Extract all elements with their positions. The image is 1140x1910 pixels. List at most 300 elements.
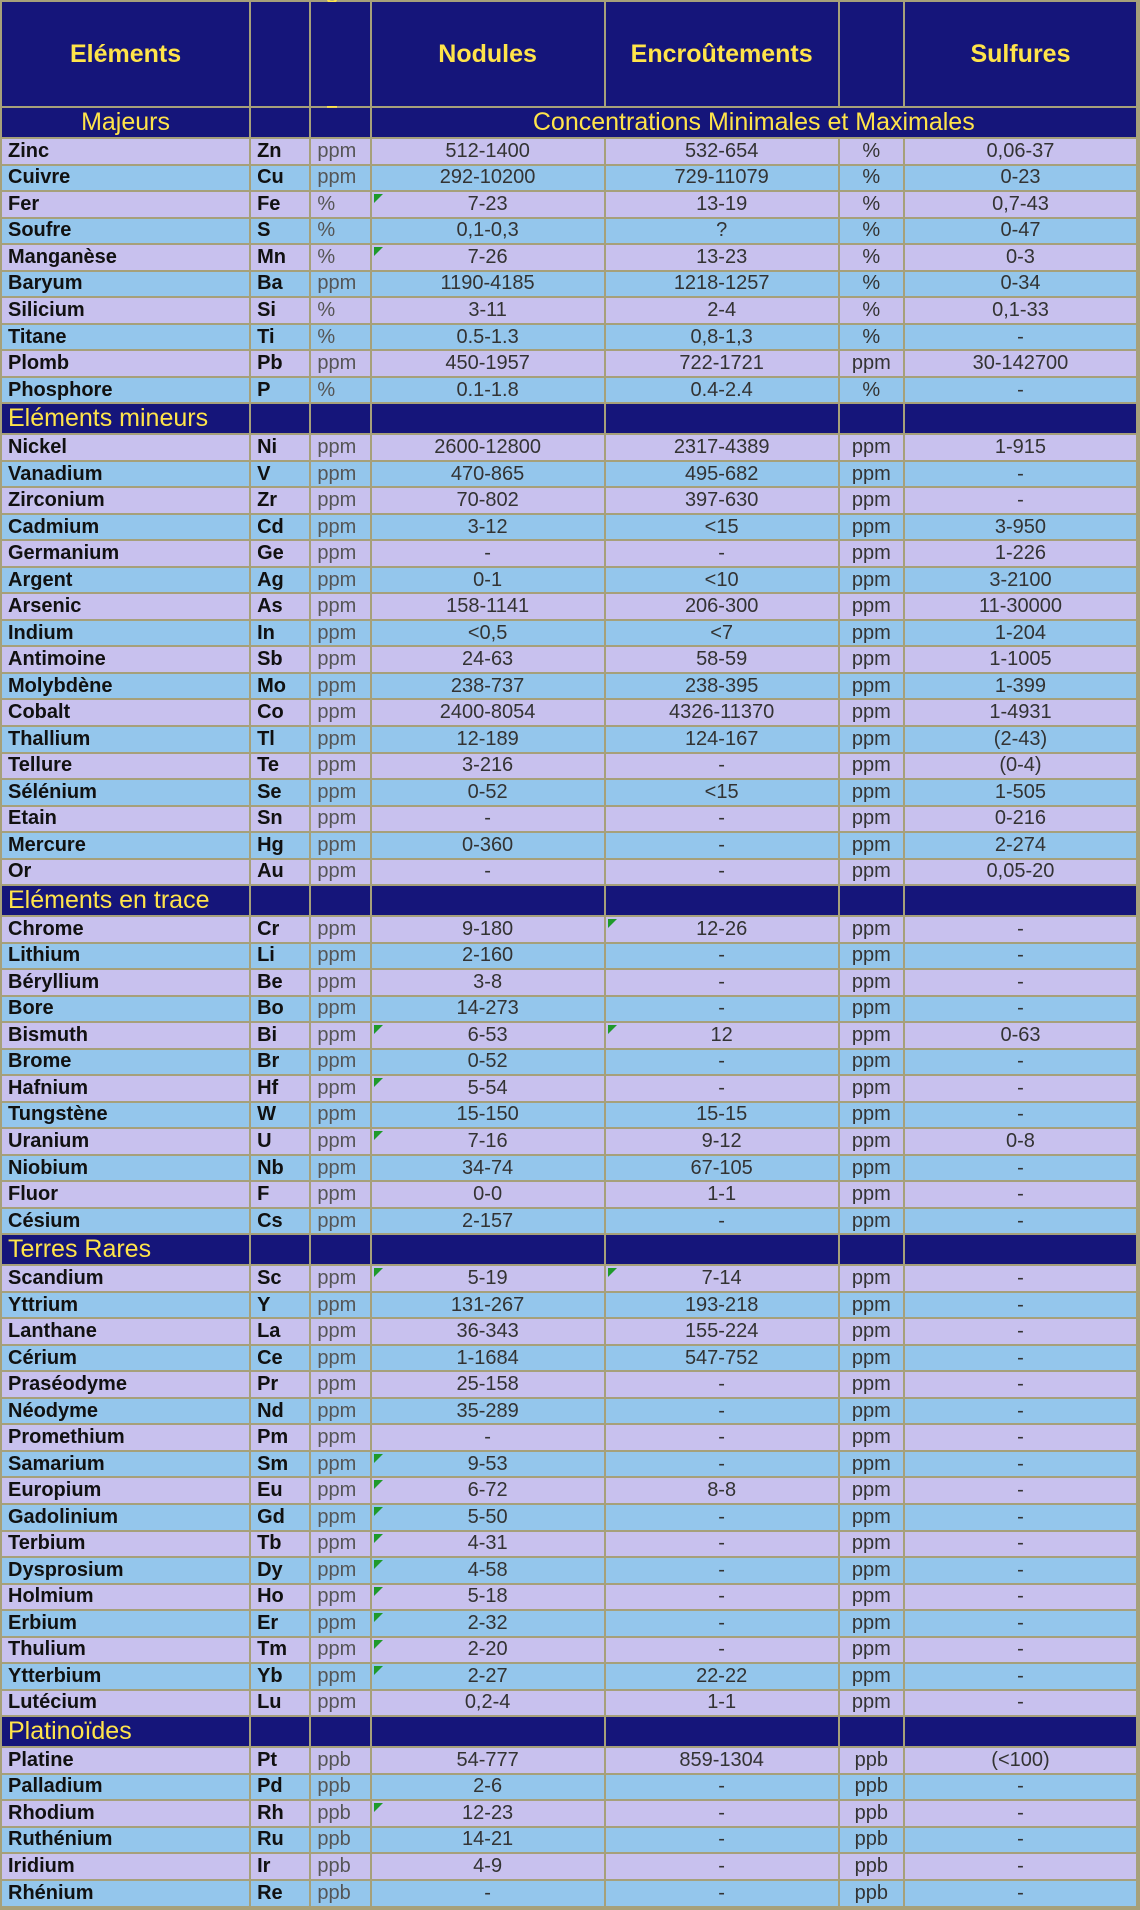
element-symbol: Te (251, 754, 309, 779)
element-name: Zirconium (2, 488, 249, 513)
encroutements-value: <15 (606, 515, 838, 540)
element-symbol: Bo (251, 997, 309, 1022)
element-unit: ppm (311, 1478, 369, 1503)
encroutements-value: 0.4-2.4 (606, 378, 838, 403)
element-symbol: Zn (251, 139, 309, 164)
element-symbol: Lu (251, 1691, 309, 1716)
sulfures-value: 3-2100 (905, 568, 1136, 593)
sulfures-value: - (905, 462, 1136, 487)
sulfures-value: - (905, 997, 1136, 1022)
element-symbol: Sb (251, 647, 309, 672)
element-unit: ppm (311, 860, 369, 885)
element-unit: % (311, 298, 369, 323)
element-name: Césium (2, 1209, 249, 1234)
element-unit: ppb (311, 1801, 369, 1826)
table-row (2, 647, 1136, 672)
nodules-value: 25-158 (372, 1372, 604, 1397)
sulfures-unit: ppm (840, 1532, 903, 1557)
sulfures-unit: % (840, 325, 903, 350)
element-symbol: Re (251, 1881, 309, 1906)
element-name: Iridium (2, 1854, 249, 1879)
table-row (2, 1775, 1136, 1800)
element-name: Platine (2, 1748, 249, 1773)
section-blank-cell (905, 404, 1136, 433)
sulfures-value: - (905, 1346, 1136, 1371)
element-symbol: Ho (251, 1585, 309, 1610)
encroutements-value: - (606, 970, 838, 995)
table-row (2, 944, 1136, 969)
nodules-value: 4-58 (372, 1558, 604, 1583)
header-unit-blank (311, 2, 369, 106)
sulfures-value: 1-915 (905, 435, 1136, 460)
sulfures-unit: ppm (840, 1425, 903, 1450)
encroutements-value: - (606, 1505, 838, 1530)
encroutements-value: - (606, 1532, 838, 1557)
encroutements-value: 2317-4389 (606, 435, 838, 460)
nodules-value: 2-157 (372, 1209, 604, 1234)
element-name: Argent (2, 568, 249, 593)
element-name: Phosphore (2, 378, 249, 403)
element-unit: ppm (311, 1346, 369, 1371)
sulfures-unit: ppm (840, 488, 903, 513)
section-blank-cell (372, 886, 604, 915)
encroutements-value: - (606, 541, 838, 566)
nodules-value: - (372, 860, 604, 885)
nodules-value: 0-360 (372, 833, 604, 858)
encroutements-value: - (606, 1076, 838, 1101)
section-blank-cell (251, 404, 309, 433)
nodules-value: 3-12 (372, 515, 604, 540)
element-unit: ppm (311, 1425, 369, 1450)
nodules-value: 450-1957 (372, 351, 604, 376)
sulfures-unit: ppm (840, 1076, 903, 1101)
element-name: Scandium (2, 1266, 249, 1291)
nodules-value: 24-63 (372, 647, 604, 672)
sulfures-value: 1-1005 (905, 647, 1136, 672)
element-name: Titane (2, 325, 249, 350)
sulfures-unit: ppb (840, 1828, 903, 1853)
element-unit: ppm (311, 1266, 369, 1291)
sulfures-value: 0-216 (905, 807, 1136, 832)
section-blank-cell (311, 886, 369, 915)
element-name: Erbium (2, 1611, 249, 1636)
sulfures-unit: % (840, 139, 903, 164)
table-row (2, 594, 1136, 619)
section-blank-cell (905, 1717, 1136, 1746)
element-name: Europium (2, 1478, 249, 1503)
element-symbol: Tl (251, 727, 309, 752)
table-row (2, 1103, 1136, 1128)
encroutements-value: - (606, 944, 838, 969)
element-name: Nickel (2, 435, 249, 460)
element-name: Holmium (2, 1585, 249, 1610)
element-unit: ppm (311, 1156, 369, 1181)
sulfures-unit: ppm (840, 1182, 903, 1207)
element-symbol: U (251, 1129, 309, 1154)
sulfures-value: 0,05-20 (905, 860, 1136, 885)
nodules-value: 0-1 (372, 568, 604, 593)
sulfures-unit: ppm (840, 515, 903, 540)
section-blank-cell (251, 1235, 309, 1264)
element-unit: % (311, 378, 369, 403)
nodules-value: - (372, 807, 604, 832)
nodules-value: 3-8 (372, 970, 604, 995)
element-symbol: Nb (251, 1156, 309, 1181)
sulfures-unit: ppb (840, 1775, 903, 1800)
sulfures-unit: ppm (840, 1691, 903, 1716)
element-name: Béryllium (2, 970, 249, 995)
element-unit: ppm (311, 1182, 369, 1207)
element-symbol: Se (251, 780, 309, 805)
encroutements-value: - (606, 1452, 838, 1477)
element-symbol: Co (251, 700, 309, 725)
element-unit: ppm (311, 1611, 369, 1636)
sulfures-unit: ppm (840, 917, 903, 942)
element-unit: ppm (311, 1399, 369, 1424)
element-unit: ppm (311, 1023, 369, 1048)
table-row (2, 1023, 1136, 1048)
encroutements-value: 1-1 (606, 1691, 838, 1716)
section-header-row (2, 404, 1136, 433)
element-symbol: Ge (251, 541, 309, 566)
table-row (2, 1664, 1136, 1689)
sulfures-value: 0-63 (905, 1023, 1136, 1048)
element-unit: ppm (311, 727, 369, 752)
encroutements-value: 9-12 (606, 1129, 838, 1154)
nodules-value: 4-31 (372, 1532, 604, 1557)
section-blank-cell (840, 886, 903, 915)
sulfures-value: 0-23 (905, 166, 1136, 191)
table-row (2, 1532, 1136, 1557)
nodules-value: 12-23 (372, 1801, 604, 1826)
sulfures-unit: ppm (840, 594, 903, 619)
header-row (2, 2, 1136, 106)
element-name: Thallium (2, 727, 249, 752)
element-unit: ppm (311, 488, 369, 513)
element-unit: % (311, 192, 369, 217)
section-title: Majeurs (2, 108, 249, 137)
section-blank-cell (606, 886, 838, 915)
section-subtitle: Concentrations Minimales et Maximales (372, 108, 1136, 137)
sulfures-value: - (905, 1558, 1136, 1583)
element-unit: ppm (311, 1319, 369, 1344)
table-row (2, 1399, 1136, 1424)
element-symbol: F (251, 1182, 309, 1207)
sulfures-value: 2-274 (905, 833, 1136, 858)
sulfures-unit: ppm (840, 970, 903, 995)
nodules-value: 9-53 (372, 1452, 604, 1477)
encroutements-value: 238-395 (606, 674, 838, 699)
element-name: Plomb (2, 351, 249, 376)
element-unit: ppm (311, 674, 369, 699)
sulfures-value: - (905, 1156, 1136, 1181)
sulfures-value: 0-34 (905, 272, 1136, 297)
element-symbol: Ir (251, 1854, 309, 1879)
element-symbol: Bi (251, 1023, 309, 1048)
sulfures-unit: ppm (840, 1319, 903, 1344)
header-nodules: Nodules (372, 2, 604, 106)
element-symbol: Ti (251, 325, 309, 350)
element-name: Etain (2, 807, 249, 832)
sulfures-value: 1-4931 (905, 700, 1136, 725)
encroutements-value: - (606, 1425, 838, 1450)
section-header-row (2, 1717, 1136, 1746)
element-unit: ppm (311, 700, 369, 725)
encroutements-value: 7-14 (606, 1266, 838, 1291)
nodules-value: 0,1-0,3 (372, 219, 604, 244)
nodules-value: - (372, 541, 604, 566)
sulfures-value: 30-142700 (905, 351, 1136, 376)
sulfures-value: 1-204 (905, 621, 1136, 646)
sulfures-value: - (905, 1103, 1136, 1128)
element-name: Germanium (2, 541, 249, 566)
sulfures-value: 11-30000 (905, 594, 1136, 619)
element-unit: ppm (311, 1585, 369, 1610)
element-name: Chrome (2, 917, 249, 942)
section-header-row (2, 886, 1136, 915)
element-name: Samarium (2, 1452, 249, 1477)
nodules-value: 2-160 (372, 944, 604, 969)
element-name: Lanthane (2, 1319, 249, 1344)
element-symbol: Mn (251, 245, 309, 270)
sulfures-unit: ppm (840, 1372, 903, 1397)
element-name: Brome (2, 1050, 249, 1075)
element-name: Antimoine (2, 647, 249, 672)
element-name: Cuivre (2, 166, 249, 191)
section-title: Terres Rares (2, 1235, 249, 1264)
encroutements-value: <10 (606, 568, 838, 593)
element-name: Cadmium (2, 515, 249, 540)
table-row (2, 139, 1136, 164)
sulfures-unit: ppm (840, 1399, 903, 1424)
element-unit: ppm (311, 568, 369, 593)
nodules-value: 3-11 (372, 298, 604, 323)
element-symbol: La (251, 1319, 309, 1344)
element-name: Mercure (2, 833, 249, 858)
encroutements-value: 193-218 (606, 1293, 838, 1318)
header-elements: Eléments (2, 2, 249, 106)
element-unit: ppm (311, 1372, 369, 1397)
table-row (2, 1050, 1136, 1075)
element-unit: ppm (311, 647, 369, 672)
encroutements-value: - (606, 1585, 838, 1610)
encroutements-value: 547-752 (606, 1346, 838, 1371)
sulfures-value: - (905, 1182, 1136, 1207)
element-unit: ppm (311, 944, 369, 969)
sulfures-value: - (905, 1319, 1136, 1344)
table-row (2, 780, 1136, 805)
section-title: Platinoïdes (2, 1717, 249, 1746)
sulfures-unit: % (840, 219, 903, 244)
nodules-value: 0.1-1.8 (372, 378, 604, 403)
element-unit: ppm (311, 541, 369, 566)
element-name: Soufre (2, 219, 249, 244)
sulfures-unit: ppm (840, 1638, 903, 1663)
nodules-value: 5-54 (372, 1076, 604, 1101)
table-row (2, 1452, 1136, 1477)
element-symbol: P (251, 378, 309, 403)
table-row (2, 997, 1136, 1022)
encroutements-value: 206-300 (606, 594, 838, 619)
encroutements-value: 2-4 (606, 298, 838, 323)
sulfures-unit: ppm (840, 807, 903, 832)
nodules-value: 4-9 (372, 1854, 604, 1879)
sulfures-value: - (905, 1372, 1136, 1397)
table-row (2, 435, 1136, 460)
header-encroutements: Encroûtements (606, 2, 838, 106)
sulfures-unit: ppm (840, 1266, 903, 1291)
element-symbol: Dy (251, 1558, 309, 1583)
encroutements-value: - (606, 833, 838, 858)
element-unit: ppm (311, 139, 369, 164)
table-row (2, 1585, 1136, 1610)
element-unit: ppm (311, 594, 369, 619)
element-symbol: Tb (251, 1532, 309, 1557)
sulfures-unit: ppm (840, 462, 903, 487)
table-row (2, 1266, 1136, 1291)
element-name: Manganèse (2, 245, 249, 270)
nodules-value: 12-189 (372, 727, 604, 752)
element-unit: % (311, 325, 369, 350)
element-name: Fluor (2, 1182, 249, 1207)
sulfures-unit: ppm (840, 1346, 903, 1371)
nodules-value: 2-32 (372, 1611, 604, 1636)
encroutements-value: - (606, 1828, 838, 1853)
table-row (2, 378, 1136, 403)
encroutements-value: 58-59 (606, 647, 838, 672)
section-blank-cell (251, 1717, 309, 1746)
table-row (2, 515, 1136, 540)
element-symbol: Li (251, 944, 309, 969)
header-sulfures: Sulfures (905, 2, 1136, 106)
encroutements-value: - (606, 1881, 838, 1906)
element-unit: ppm (311, 1691, 369, 1716)
element-symbol: Y (251, 1293, 309, 1318)
nodules-value: 54-777 (372, 1748, 604, 1773)
nodules-value: 7-26 (372, 245, 604, 270)
sulfures-unit: ppm (840, 1023, 903, 1048)
encroutements-value: - (606, 997, 838, 1022)
sulfures-value: - (905, 1638, 1136, 1663)
sulfures-value: - (905, 1266, 1136, 1291)
table-row (2, 807, 1136, 832)
element-unit: ppm (311, 515, 369, 540)
nodules-value: 34-74 (372, 1156, 604, 1181)
nodules-value: 0-0 (372, 1182, 604, 1207)
encroutements-value: - (606, 1854, 838, 1879)
element-symbol: Er (251, 1611, 309, 1636)
encroutements-value: - (606, 1399, 838, 1424)
table-row (2, 727, 1136, 752)
table-row (2, 1558, 1136, 1583)
table-row (2, 1881, 1136, 1906)
element-name: Arsenic (2, 594, 249, 619)
encroutements-value: 13-19 (606, 192, 838, 217)
element-symbol: Zr (251, 488, 309, 513)
encroutements-value: - (606, 1638, 838, 1663)
sulfures-value: - (905, 488, 1136, 513)
sulfures-value: 0,06-37 (905, 139, 1136, 164)
sulfures-unit: % (840, 378, 903, 403)
section-blank-cell (840, 1717, 903, 1746)
element-unit: ppb (311, 1854, 369, 1879)
sulfures-value: - (905, 1478, 1136, 1503)
table-row (2, 754, 1136, 779)
section-header-row (2, 1235, 1136, 1264)
sulfures-unit: ppm (840, 1129, 903, 1154)
table-row (2, 219, 1136, 244)
encroutements-value: - (606, 1611, 838, 1636)
sulfures-unit: ppm (840, 351, 903, 376)
element-unit: ppm (311, 1293, 369, 1318)
element-name: Cérium (2, 1346, 249, 1371)
table-row (2, 700, 1136, 725)
sulfures-value: - (905, 1293, 1136, 1318)
table-row (2, 1505, 1136, 1530)
nodules-value: 14-21 (372, 1828, 604, 1853)
nodules-value: 3-216 (372, 754, 604, 779)
sulfures-value: - (905, 1050, 1136, 1075)
nodules-value: 36-343 (372, 1319, 604, 1344)
element-name: Palladium (2, 1775, 249, 1800)
encroutements-value: 8-8 (606, 1478, 838, 1503)
element-symbol: Pr (251, 1372, 309, 1397)
sulfures-unit: ppm (840, 1505, 903, 1530)
section-blank-cell (311, 1235, 369, 1264)
encroutements-value: 22-22 (606, 1664, 838, 1689)
element-unit: ppm (311, 272, 369, 297)
table-row (2, 245, 1136, 270)
element-unit: ppm (311, 1129, 369, 1154)
nodules-value: 2600-12800 (372, 435, 604, 460)
table-row (2, 621, 1136, 646)
nodules-value: 1-1684 (372, 1346, 604, 1371)
element-symbol: Pd (251, 1775, 309, 1800)
nodules-value: 2-27 (372, 1664, 604, 1689)
sulfures-value: - (905, 917, 1136, 942)
table-row (2, 860, 1136, 885)
table-row (2, 272, 1136, 297)
element-unit: ppm (311, 1505, 369, 1530)
element-unit: ppm (311, 1076, 369, 1101)
sulfures-unit: ppm (840, 860, 903, 885)
table-row (2, 1129, 1136, 1154)
nodules-value: 0-52 (372, 780, 604, 805)
element-symbol: Eu (251, 1478, 309, 1503)
sulfures-unit: ppm (840, 1293, 903, 1318)
element-symbol: S (251, 219, 309, 244)
section-blank-cell (606, 1717, 838, 1746)
table-row (2, 1293, 1136, 1318)
sulfures-unit: ppm (840, 621, 903, 646)
encroutements-value: 859-1304 (606, 1748, 838, 1773)
element-symbol: Yb (251, 1664, 309, 1689)
element-name: Sélénium (2, 780, 249, 805)
sulfures-value: - (905, 1854, 1136, 1879)
header-sulf-unit-blank (840, 2, 903, 106)
element-name: Bore (2, 997, 249, 1022)
sulfures-unit: ppm (840, 674, 903, 699)
element-unit: ppb (311, 1748, 369, 1773)
encroutements-value: 124-167 (606, 727, 838, 752)
encroutements-value: 4326-11370 (606, 700, 838, 725)
nodules-value: 70-802 (372, 488, 604, 513)
element-symbol: Cd (251, 515, 309, 540)
element-unit: ppm (311, 970, 369, 995)
element-unit: ppm (311, 1103, 369, 1128)
section-blank-cell (311, 108, 369, 137)
element-unit: ppm (311, 1532, 369, 1557)
